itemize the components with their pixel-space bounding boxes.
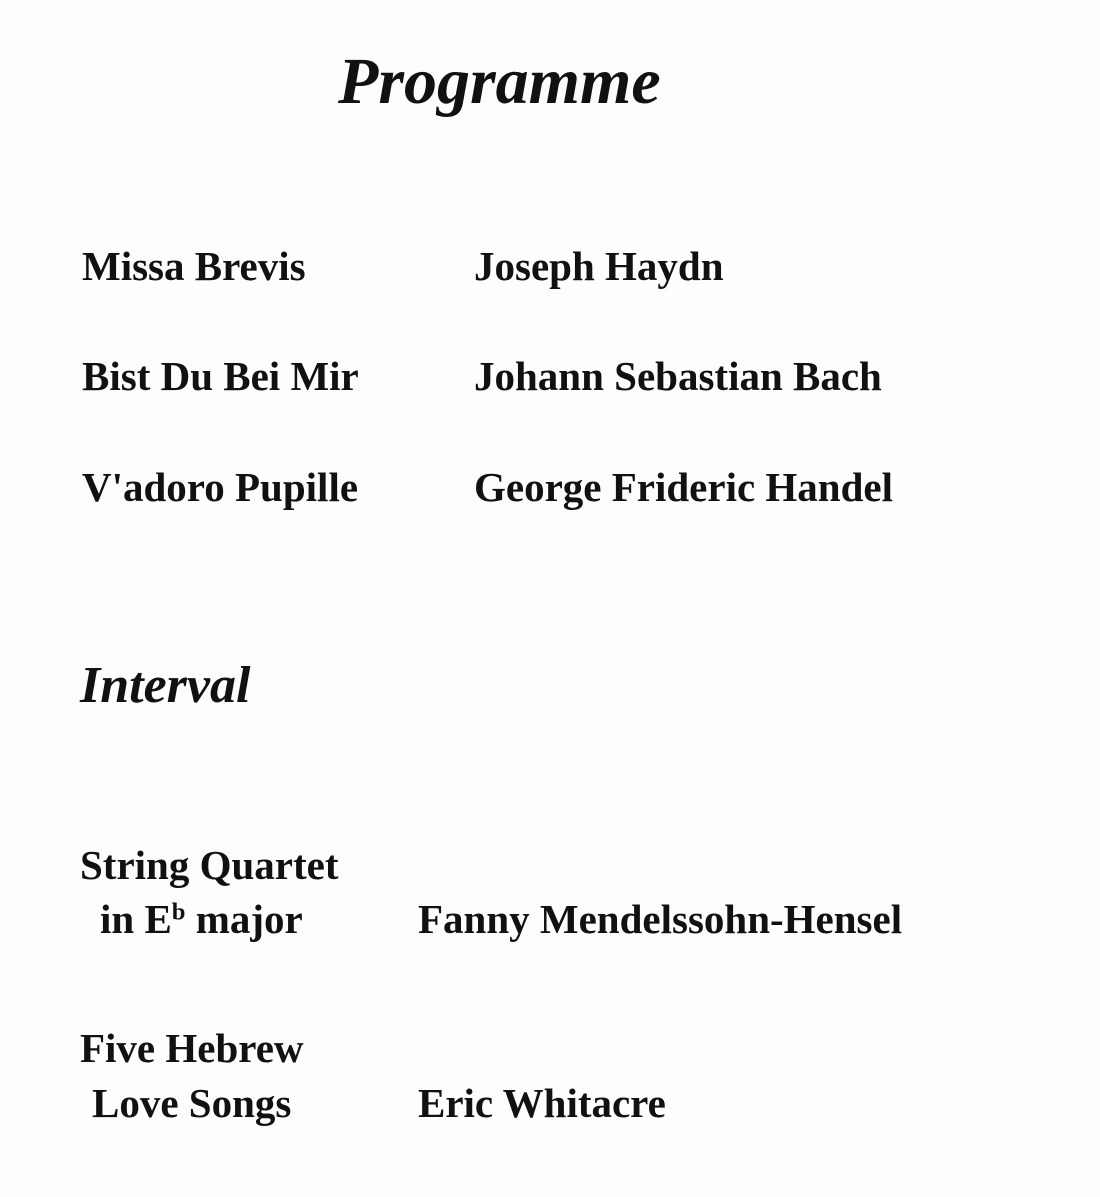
work-title: Bist Du Bei Mir [82, 353, 359, 399]
work-title-line2: in $E^b$ major [100, 896, 303, 942]
interval-heading: Interval [80, 657, 251, 714]
work-title: V'adoro Pupille [82, 464, 359, 510]
composer-name: Eric Whitacre [418, 1080, 666, 1126]
work-title-line1: String Quartet [80, 842, 339, 888]
composer-name: Joseph Haydn [474, 243, 724, 289]
programme-title: Programme [338, 45, 661, 118]
work-title-line2: Love Songs [92, 1080, 292, 1126]
composer-name: George Frideric Handel [474, 464, 893, 510]
composer-name: Fanny Mendelssohn-Hensel [418, 896, 903, 942]
work-title-line1: Five Hebrew [80, 1025, 304, 1071]
composer-name: Johann Sebastian Bach [474, 353, 882, 399]
work-title: Missa Brevis [82, 243, 306, 289]
